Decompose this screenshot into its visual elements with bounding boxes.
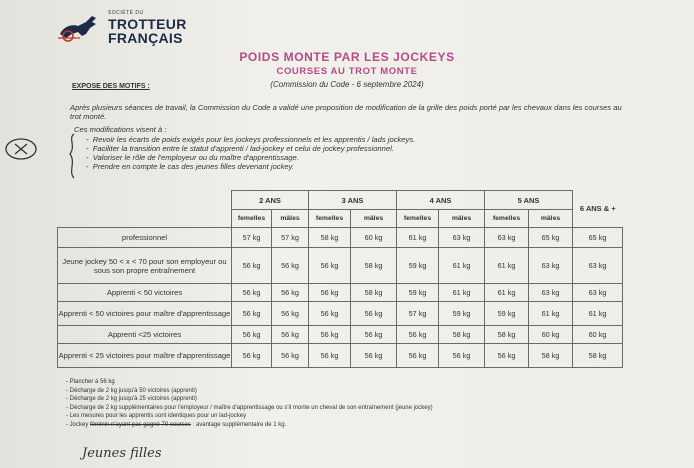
sex-header: femelles — [232, 210, 272, 228]
weight-cell: 61 kg — [439, 248, 485, 284]
logo-line2: FRANÇAIS — [108, 30, 183, 46]
weight-cell: 56 kg — [485, 344, 529, 368]
footnote: - Plancher à 56 kg — [66, 379, 115, 385]
sex-header: femelles — [309, 210, 351, 228]
weight-cell: 56 kg — [309, 284, 351, 302]
weight-cell: 58 kg — [573, 344, 623, 368]
expose-heading: EXPOSE DES MOTIFS : — [72, 83, 150, 90]
weight-cell: 56 kg — [309, 344, 351, 368]
age-header: 2 ANS — [232, 191, 309, 210]
weight-cell: 56 kg — [439, 344, 485, 368]
weight-cell: 63 kg — [529, 284, 573, 302]
footnote: - Jockey féminin n'ayant pas gagné 70 courses : avantage supplémentaire de 1 kg. — [66, 421, 287, 428]
logo-line1: TROTTEUR — [108, 16, 187, 32]
footnote: - Les mesures pour les apprentis sont identiques pour un lad-jockey — [66, 413, 247, 420]
letr-logo — [56, 8, 206, 48]
sex-header: mâles — [272, 210, 309, 228]
bullet-item: - Revoir les écarts de poids exigés pour les jockeys professionnels et les apprentis / lads jockeys. — [86, 135, 416, 144]
weight-cell: 56 kg — [309, 326, 351, 344]
table-row — [58, 284, 623, 302]
weight-cell: 63 kg — [573, 248, 623, 284]
weight-cell: 56 kg — [351, 344, 397, 368]
sex-header: mâles — [351, 210, 397, 228]
weight-cell: 65 kg — [529, 228, 573, 248]
sex-header: mâles — [439, 210, 485, 228]
row-label: Apprenti < 50 victoires pour maître d'apprentissage — [58, 302, 232, 326]
row-label: Apprenti < 25 victoires pour maître d'apprentissage — [58, 344, 232, 368]
footnote: - Décharge de 2 kg jusqu'à 25 victoires (apprenti) — [66, 396, 197, 403]
weight-cell: 57 kg — [272, 228, 309, 248]
weight-cell: 58 kg — [529, 344, 573, 368]
weight-cell: 57 kg — [397, 302, 439, 326]
age-header: 6 ANS & + — [573, 191, 623, 228]
row-label: professionnel — [58, 228, 232, 248]
weight-cell: 63 kg — [485, 228, 529, 248]
weight-cell: 61 kg — [439, 284, 485, 302]
weight-cell: 58 kg — [351, 284, 397, 302]
weight-cell: 56 kg — [232, 326, 272, 344]
weight-cell: 58 kg — [485, 326, 529, 344]
table-corner — [58, 191, 232, 210]
weight-cell: 61 kg — [573, 302, 623, 326]
weight-cell: 58 kg — [439, 326, 485, 344]
bullet-item: - Faciliter la transition entre le statut d'apprenti / lad-jockey et celui de jockey professionnel. — [86, 144, 394, 153]
weight-cell: 56 kg — [232, 248, 272, 284]
weight-cell: 63 kg — [529, 248, 573, 284]
handwritten-circle-x-mark — [4, 136, 38, 162]
weight-cell: 61 kg — [485, 248, 529, 284]
weight-cell: 60 kg — [351, 228, 397, 248]
weight-cell: 65 kg — [573, 228, 623, 248]
footnotes — [66, 378, 433, 430]
weight-cell: 56 kg — [272, 302, 309, 326]
sex-header: femelles — [397, 210, 439, 228]
weight-cell: 56 kg — [232, 302, 272, 326]
weight-cell: 56 kg — [272, 326, 309, 344]
handwritten-brace-mark — [64, 132, 80, 180]
weight-cell: 59 kg — [485, 302, 529, 326]
table-row — [58, 302, 623, 326]
weight-cell: 56 kg — [309, 302, 351, 326]
weight-cell: 61 kg — [529, 302, 573, 326]
table-row — [58, 228, 623, 248]
weight-cell: 56 kg — [351, 302, 397, 326]
weight-cell: 56 kg — [232, 344, 272, 368]
table-corner — [58, 210, 232, 228]
logo-top-text: SOCIÉTÉ DU — [108, 10, 144, 16]
weight-cell: 60 kg — [573, 326, 623, 344]
weight-cell: 61 kg — [485, 284, 529, 302]
struck-text: féminin n'ayant pas gagné 70 courses — [90, 421, 191, 428]
footnote: - Décharge de 2 kg jusqu'à 50 victoires (apprenti) — [66, 387, 197, 394]
table-row — [58, 326, 623, 344]
bullets-intro: Ces modifications visent à : — [74, 125, 167, 134]
weight-cell: 58 kg — [351, 248, 397, 284]
weight-cell: 59 kg — [397, 248, 439, 284]
intro-paragraph: Après plusieurs séances de travail, la Commission du Code a validé une proposition de modification de la grille des poids porté par les chevaux dans les courses au trot monté. — [70, 103, 622, 121]
sex-header: mâles — [529, 210, 573, 228]
weight-cell: 56 kg — [397, 326, 439, 344]
weight-cell: 58 kg — [309, 228, 351, 248]
weight-cell: 56 kg — [309, 248, 351, 284]
weight-cell: 56 kg — [232, 284, 272, 302]
footnote: - Décharge de 2 kg supplémentaires pour l'employeur / maître d'apprentissage ou s'il monte un cheval de son entraînement (jeune jockey) — [66, 404, 433, 411]
table-row — [58, 248, 623, 284]
bullet-item: - Prendre en compte le cas des jeunes filles devenant jockey. — [86, 162, 294, 171]
weight-cell: 56 kg — [272, 284, 309, 302]
age-header: 3 ANS — [309, 191, 397, 210]
weight-cell: 59 kg — [397, 284, 439, 302]
weight-cell: 56 kg — [272, 344, 309, 368]
weight-cell: 56 kg — [397, 344, 439, 368]
trotter-horse-icon — [56, 12, 104, 42]
weight-cell: 63 kg — [573, 284, 623, 302]
age-header: 4 ANS — [397, 191, 485, 210]
weight-cell: 59 kg — [439, 302, 485, 326]
handwritten-note: Jeunes filles — [82, 446, 162, 461]
page-subtitle: COURSES AU TROT MONTE — [276, 66, 418, 77]
weights-table — [57, 190, 623, 368]
bullet-item: - Valoriser le rôle de l'employeur ou du maître d'apprentissage. — [86, 153, 299, 162]
row-label: Apprenti < 50 victoires — [58, 284, 232, 302]
weight-cell: 60 kg — [529, 326, 573, 344]
sex-header: femelles — [485, 210, 529, 228]
row-label: Jeune jockey 50 < x < 70 pour son employeur ou sous son propre entraînement — [58, 248, 232, 284]
row-label: Apprenti <25 victoires — [58, 326, 232, 344]
weight-cell: 57 kg — [232, 228, 272, 248]
age-header: 5 ANS — [485, 191, 573, 210]
table-row — [58, 344, 623, 368]
weight-cell: 56 kg — [351, 326, 397, 344]
page-title: POIDS MONTE PAR LES JOCKEYS — [239, 50, 455, 64]
weight-cell: 61 kg — [397, 228, 439, 248]
weight-cell: 56 kg — [272, 248, 309, 284]
weight-cell: 63 kg — [439, 228, 485, 248]
commission-date: (Commission du Code - 6 septembre 2024) — [270, 80, 424, 89]
